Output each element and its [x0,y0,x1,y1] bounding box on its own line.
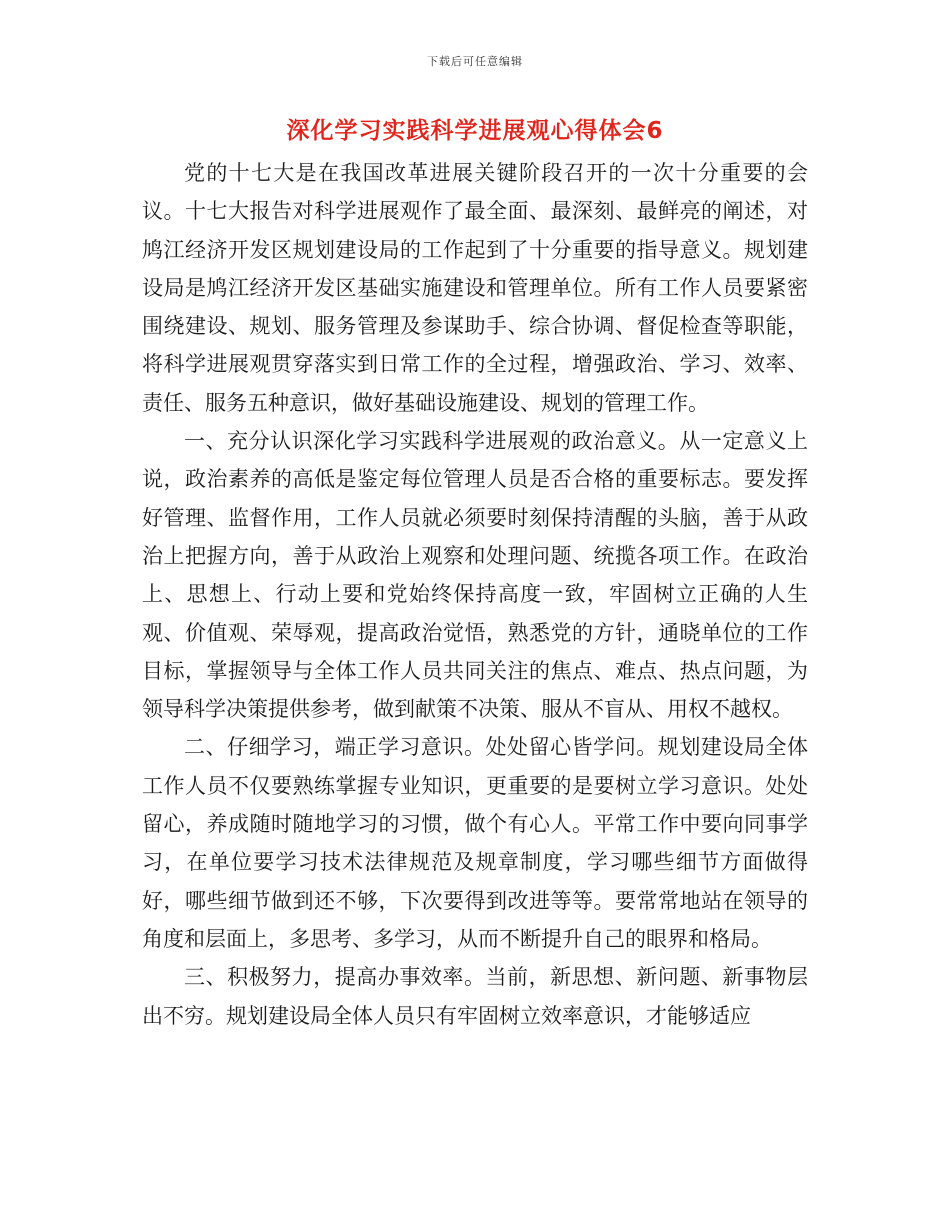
header-note: 下载后可任意编辑 [427,55,523,68]
document-body [142,154,808,1035]
paragraph-intro: 党的十七大是在我国改革进展关键阶段召开的一次十分重要的会议。十七大报告对科学进展观作了最全面、最深刻、最鲜亮的阐述，对鸠江经济开发区规划建设局的工作起到了十分重要的指导意义。规划建设局是鸠江经济开发区基础实施建设和管理单位。所有工作人员要紧密围绕建设、规划、服务管理及参谋助手、综合协调、督促检查等职能，将科学进展观贯穿落实到日常工作的全过程，增强政治、学习、效率、责任、服务五种意识，做好基础设施建设、规划的管理工作。 [142,161,808,415]
document-title: 深化学习实践科学进展观心得体会6 [286,118,664,144]
paragraph-section-1: 一、充分认识深化学习实践科学进展观的政治意义。从一定意义上说，政治素养的高低是鉴定每位管理人员是否合格的重要标志。要发挥好管理、监督作用，工作人员就必须要时刻保持清醒的头脑，善于从政治上把握方向，善于从政治上观察和处理问题、统揽各项工作。在政治上、思想上、行动上要和党始终保持高度一致，牢固树立正确的人生观、价值观、荣辱观，提高政治觉悟，熟悉党的方针，通晓单位的工作目标，掌握领导与全体工作人员共同关注的焦点、难点、热点问题，为领导科学决策提供参考，做到献策不决策、服从不盲从、用权不越权。 [142,429,808,722]
paragraph-section-2: 二、仔细学习，端正学习意识。处处留心皆学问。规划建设局全体工作人员不仅要熟练掌握专业知识，更重要的是要树立学习意识。处处留心，养成随时随地学习的习惯，做个有心人。平常工作中要向同事学习，在单位要学习技术法律规范及规章制度，学习哪些细节方面做得好，哪些细节做到还不够，下次要得到改进等等。要常常地站在领导的角度和层面上，多思考、多学习，从而不断提升自己的眼界和格局。 [142,735,808,951]
paragraph-section-3: 三、积极努力，提高办事效率。当前，新思想、新问题、新事物层出不穷。规划建设局全体人员只有牢固树立效率意识，才能够适应 [142,965,808,1028]
